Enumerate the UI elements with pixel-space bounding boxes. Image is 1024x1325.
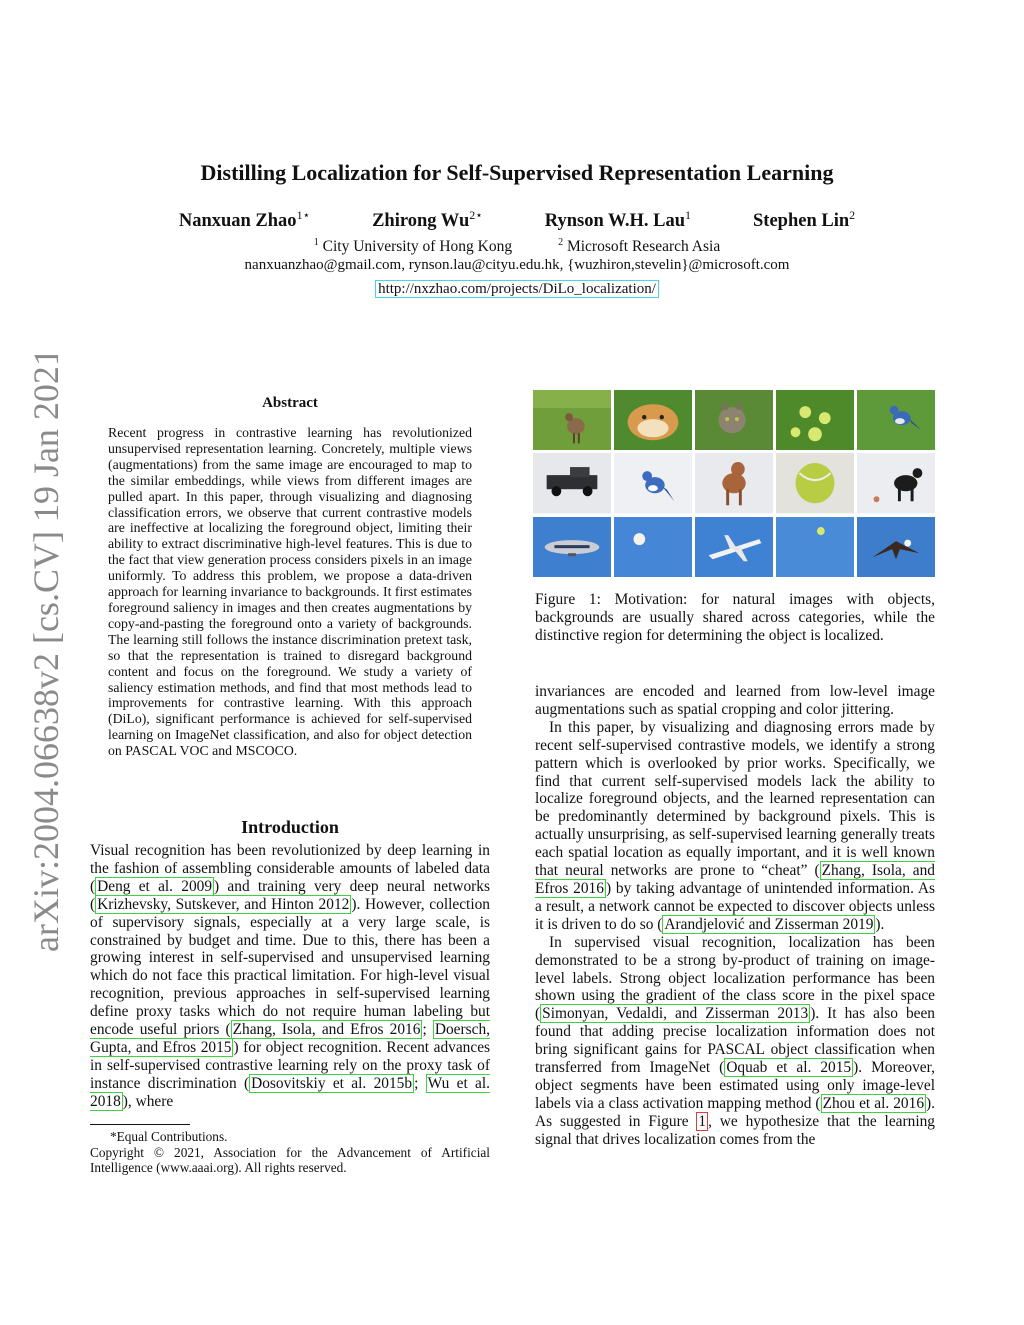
arxiv-id-text: arXiv:2004.06638v2 [cs.CV] 19 Jan 2021 (28, 355, 66, 952)
citation-link[interactable]: Zhang, Isola, and Efros 2016 (232, 1021, 421, 1039)
arxiv-stamp (28, 355, 68, 955)
paragraph: invariances are encoded and learned from low-level image augmentations such as spatial cropping and color jittering. (535, 683, 935, 718)
author-name: Nanxuan Zhao (178, 211, 297, 232)
affiliation-mark: 1 (313, 237, 319, 248)
author-name: Rynson W.H. Lau (544, 211, 686, 232)
abstract-text: Recent progress in contrastive learning has revolutionized unsupervised representation learning. Concretely, multiple views (augmentations) from the same image are encouraged to map to the similar embeddings, while views from different images are pulled apart. In this paper, through visualizing and diagnosing classification errors, we observe that current contrastive models are ineffective at localizing the foreground object, limiting their ability to extract discriminative high-level features. This is due to the fact that view generation process considers pixels in an image uniformly. To address this problem, we propose a data-driven approach for learning invariance to backgrounds. It first estimates foreground saliency in images and then creates augmentations by copy-and-pasting the foreground onto a variety of backgrounds. The learning still follows the instance discrimination pretext task, so that the representation is trained to disregard background content and focus on the foreground. We study a variety of saliency estimation methods, and find that most methods lead to improvements for contrastive learning. With this approach (DiLo), significant performance is achieved for self-supervised learning on ImageNet classification, and also for object detection on PASCAL VOC and MSCOCO. (108, 425, 472, 759)
author-mark: 2 (849, 208, 856, 222)
body-text: ) for object recognition. Recent advances in self-supervised contrastive learning rely on the proxy task of instance discrimination ( (90, 1038, 491, 1092)
body-text: ). However, collection of supervisory signals, especially at a very large scale, is constrained by budget and time. Due to this, there has been a growing interest in self-supervised and unsupervised learning which do not face this practical limitation. For high-level visual recognition, previous approaches in self-supervised learning define proxy tasks which do not require human labeling but encode useful priors ( (90, 895, 490, 1039)
citation-link[interactable]: Dosovitskiy et al. 2015b (251, 1074, 413, 1092)
equal-contribution-note: *Equal Contributions. (110, 1129, 228, 1144)
image-dog-in-snow (695, 453, 773, 513)
author (753, 208, 855, 232)
body-text: ). As suggested in Figure (535, 1094, 935, 1130)
introduction-paragraph (90, 842, 490, 1111)
author-mark: 1 (685, 208, 692, 222)
author-name: Zhirong Wu (372, 211, 470, 232)
section-heading-introduction: Introduction (241, 817, 339, 837)
image-tennis-ball-in-snow (776, 453, 854, 513)
author-emails: nanxuanzhao@gmail.com, rynson.lau@cityu.edu.hk, {wuzhiron,stevelin}@microsoft.com (244, 257, 790, 273)
body-text: ) and training very deep neural networks ( (90, 877, 490, 913)
citation-link[interactable]: Doersch, Gupta, and Efros 2015 (90, 1021, 490, 1056)
affiliation-list (90, 237, 944, 256)
image-bird-on-grass (533, 390, 611, 450)
citation-link[interactable]: Zhou et al. 2016 (822, 1094, 925, 1112)
body-text: In supervised visual recognition, localization has been demonstrated to be a strong by-product of training on image-level labels. Strong object localization performance has been shown using the gradient of the class score in the pixel space ( (535, 933, 935, 1023)
body-text: ). Moreover, object segments have been estimated using only image-level labels via a class activation mapping method ( (535, 1059, 935, 1112)
body-text: ; (422, 1021, 433, 1039)
image-truck-in-snow (533, 453, 611, 513)
image-tennis-balls-on-grass (776, 390, 854, 450)
body-text: ) by taking advantage of unintended information. As a result, a network cannot be expected to discover objects unless it is driven to do so ( (535, 879, 935, 933)
paper-title: Distilling Localization for Self-Supervised Representation Learning (200, 160, 834, 185)
figure-reference-link[interactable]: 1 (698, 1112, 707, 1130)
author-name: Stephen Lin (753, 211, 850, 232)
body-text: In this paper, by visualizing and diagnosing errors made by recent self-supervised contrastive models, we identify a strong pattern which is overlooked by prior works. Specifically, we find that current self-supervised models lack the ability to localize foreground objects, and the learned representation can be predominantly determined by background pixels. This is actually unsurprising, as self-supervised learning generally treats each spatial location as equally important, and it is well known that neural networks are prone to “cheat” ( (535, 718, 935, 880)
author-list (90, 208, 944, 232)
right-column-text (535, 683, 935, 1149)
image-airplane-in-sky (695, 517, 773, 577)
body-text: Visual recognition has been revolutionized by deep learning in the fashion of assembling considerable amounts of labeled data ( (90, 842, 490, 895)
author (545, 208, 691, 232)
copyright-notice: Copyright © 2021, Association for the Advancement of Artificial Intelligence (www.aaai.org). All rights reserved. (90, 1144, 490, 1176)
project-link[interactable]: http://nxzhao.com/projects/DiLo_localization/ (375, 280, 659, 298)
affiliation (558, 237, 720, 256)
citation-link[interactable]: Zhang, Isola, and Efros 2016 (535, 862, 935, 897)
affiliation-name: City University of Hong Kong (322, 238, 513, 256)
image-cat-on-grass (695, 390, 773, 450)
author (179, 208, 310, 232)
figure-1-image-grid (533, 390, 935, 577)
citation-link[interactable]: Oquab et al. 2015 (726, 1059, 852, 1077)
image-ball-in-blue-sky (776, 517, 854, 577)
affiliation-mark: 2 (558, 237, 564, 248)
paragraph (535, 719, 935, 934)
author-mark: 2⋆ (469, 208, 483, 222)
citation-link[interactable]: Wu et al. 2018 (90, 1074, 490, 1110)
image-airship-in-sky (533, 517, 611, 577)
author (372, 208, 483, 232)
citation-link[interactable]: Krizhevsky, Sutskever, and Hinton 2012 (97, 895, 350, 913)
body-text: , we hypothesize that the learning signal that drives localization comes from the (535, 1112, 935, 1148)
figure-1-caption: Figure 1: Motivation: for natural images with objects, backgrounds are usually shared across categories, while the distinctive region for determining the object is localized. (535, 591, 935, 644)
body-text: ). It has also been found that adding precise localization information does not bring significant gains for PASCAL object classification when transferred from ImageNet ( (535, 1005, 935, 1077)
image-hamster-on-grass (614, 390, 692, 450)
abstract-heading: Abstract (262, 395, 318, 411)
affiliation (314, 237, 512, 256)
footnote-divider (90, 1124, 190, 1125)
image-blue-jay-on-grass (857, 390, 935, 450)
body-text: ; (414, 1074, 426, 1092)
body-text: ). (875, 915, 885, 933)
citation-link[interactable]: Arandjelović and Zisserman 2019 (664, 915, 874, 933)
paragraph (535, 934, 935, 1149)
image-eagle-in-sky (857, 517, 935, 577)
author-mark: 1⋆ (296, 208, 311, 222)
project-url-line (90, 281, 944, 298)
body-text: ), where (122, 1092, 174, 1110)
image-cat-in-snow (857, 453, 935, 513)
footnote (90, 1129, 490, 1176)
image-blue-jay-in-snow (614, 453, 692, 513)
affiliation-name: Microsoft Research Asia (566, 238, 721, 256)
image-ball-in-sky (614, 517, 692, 577)
citation-link[interactable]: Deng et al. 2009 (97, 877, 213, 895)
citation-link[interactable]: Simonyan, Vedaldi, and Zisserman 2013 (542, 1005, 809, 1023)
